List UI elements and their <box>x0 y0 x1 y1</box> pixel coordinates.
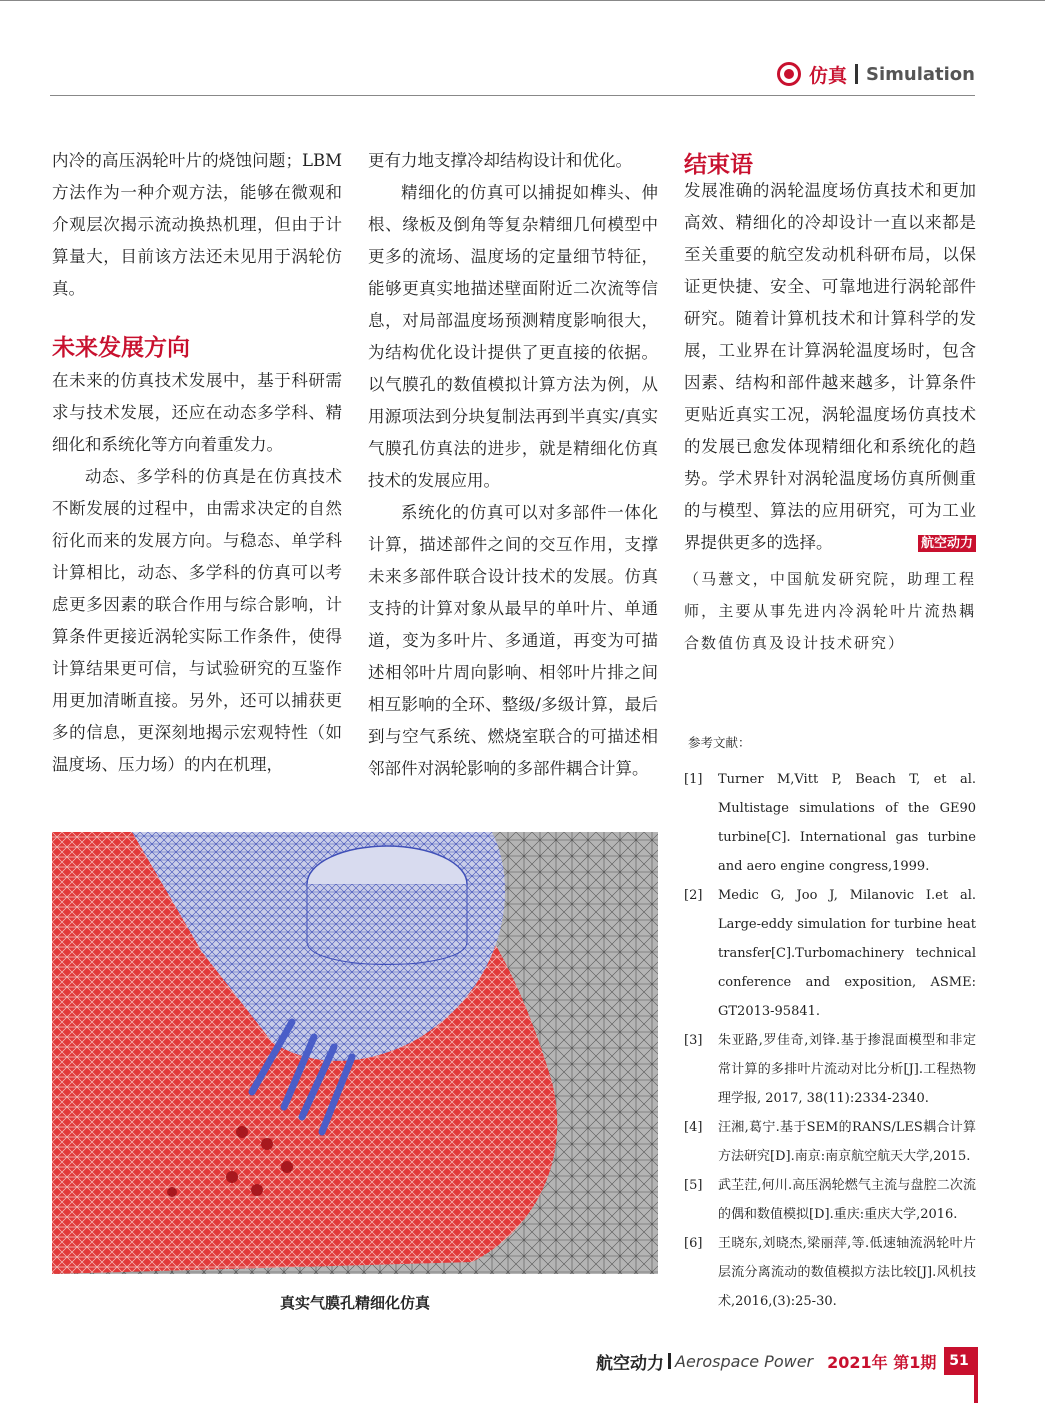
reference-number: [5] <box>684 1178 703 1193</box>
paragraph: 系统化的仿真可以对多部件一体化计算，描述部件之间的交互作用，支撑未来多部件联合设计技术的发展。仿真支持的计算对象从最早的单叶片、单通道，变为多叶片、多通道，再变为可描述相邻叶片周向影响、相邻叶片排之间相互影响的全环、整级/多级计算，最后到与空气系统、燃烧室联合的可描述相邻部件对涡轮影响的多部件耦合计算。 <box>368 503 658 778</box>
reference-item <box>684 881 976 1026</box>
paragraph <box>684 175 976 559</box>
reference-item <box>684 1171 976 1229</box>
end-mark-badge: 航空动力 <box>918 535 976 552</box>
reference-text: Turner M,Vitt P, Beach T, et al. Multistage simulations of the GE90 turbine[C]. International gas turbine and aero engine congress,1999. <box>718 772 976 874</box>
reference-number: [1] <box>684 772 703 787</box>
section-label-en: Simulation <box>866 63 975 85</box>
reference-number: [2] <box>684 888 703 903</box>
mesh-illustration <box>52 832 658 1274</box>
reference-number: [4] <box>684 1120 703 1135</box>
header-rule <box>50 95 975 96</box>
section-title-future: 未来发展方向 <box>52 335 190 361</box>
column-3 <box>684 175 976 559</box>
reference-item <box>684 1026 976 1113</box>
column-1 <box>52 145 342 781</box>
reference-number: [6] <box>684 1236 703 1251</box>
page-footer <box>596 1348 936 1374</box>
page-number: 51 <box>944 1347 974 1375</box>
conclusion-text: 发展准确的涡轮温度场仿真技术和更加高效、精细化的冷却设计一直以来都是至关重要的航空发动机科研布局，以保证更快捷、安全、可靠地进行涡轮部件研究。随着计算机技术和计算科学的发展，工业界在计算涡轮温度场时，包含因素、结构和部件越来越多，计算条件更贴近真实工况，涡轮温度场仿真技术的发展已愈发体现精细化和系统化的趋势。学术界针对涡轮温度场仿真所侧重的与模型、算法的应用研究，可为工业界提供更多的选择。 <box>684 181 976 552</box>
column-2 <box>368 145 658 785</box>
section-label-cn: 仿真 <box>809 64 848 87</box>
paragraph: 动态、多学科的仿真是在仿真技术不断发展的过程中，由需求决定的自然衍化而来的发展方向。与稳态、单学科计算相比，动态、多学科的仿真可以考虑更多因素的联合作用与综合影响，计算条件更接近涡轮实际工作条件，使得计算结果更可信，与试验研究的互鉴作用更加清晰直接。另外，还可以捕获更多的信息，更深刻地揭示宏观特性（如温度场、压力场）的内在机理， <box>52 467 342 774</box>
author-bio: （马薏文，中国航发研究院，助理工程师，主要从事先进内冷涡轮叶片流热耦合数值仿真及设计技术研究） <box>684 570 976 652</box>
paragraph: 更有力地支撑冷却结构设计和优化。 <box>368 151 632 170</box>
reference-item <box>684 1113 976 1171</box>
issue-label: 2021年 第1期 <box>827 1352 937 1372</box>
cylinder-body <box>307 884 467 965</box>
magazine-name-cn: 航空动力 <box>596 1353 664 1374</box>
reference-item <box>684 1229 976 1316</box>
figure-caption: 真实气膜孔精细化仿真 <box>279 1294 430 1312</box>
paragraph: 精细化的仿真可以捕捉如榫头、伸根、缘板及倒角等复杂精细几何模型中更多的流场、温度场的定量细节特征，能够更真实地描述壁面附近二次流等信息，对局部温度场预测精度影响很大，为结构优化设计提供了更直接的依据。以气膜孔的数值模拟计算方法为例，从用源项法到分块复制法再到半真实/真实气膜孔仿真法的进步，就是精细化仿真技术的发展应用。 <box>368 183 658 490</box>
references <box>684 733 976 1316</box>
journal-emblem-icon <box>777 62 801 86</box>
reference-text: 武芏茳,何川.高压涡轮燃气主流与盘腔二次流的偶和数值模拟[D].重庆:重庆大学,2016. <box>718 1178 976 1222</box>
paragraph: 在未来的仿真技术发展中，基于科研需求与技术发展，还应在动态多学科、精细化和系统化等方向着重发力。 <box>52 371 342 454</box>
reference-item <box>684 765 976 881</box>
references-title: 参考文献： <box>688 735 751 750</box>
mesh-figure <box>52 832 658 1274</box>
section-title-conclusion: 结束语 <box>684 152 753 178</box>
reference-text: 汪湘,葛宁.基于SEM的RANS/LES耦合计算方法研究[D].南京:南京航空航天大学,2015. <box>718 1120 976 1164</box>
paragraph: 内冷的高压涡轮叶片的烧蚀问题；LBM方法作为一种介观方法，能够在微观和介观层次揭示流动换热机理，但由于计算量大，目前该方法还未见用于涡轮仿真。 <box>52 151 342 298</box>
page-edge-strip <box>974 1347 978 1403</box>
magazine-name-en: Aerospace Power <box>675 1351 814 1371</box>
reference-text: 王晓东,刘晓杰,梁丽萍,等.低速轴流涡轮叶片层流分离流动的数值模拟方法比较[J].风机技术,2016,(3):25-30. <box>718 1236 976 1309</box>
top-border <box>0 0 1045 1</box>
header-separator <box>855 64 858 84</box>
reference-text: 朱亚路,罗佳奇,刘锋.基于掺混面模型和非定常计算的多排叶片流动对比分析[J].工程热物理学报, 2017, 38(11):2334-2340. <box>718 1033 976 1106</box>
section-header <box>777 60 975 88</box>
reference-number: [3] <box>684 1033 703 1048</box>
reference-text: Medic G, Joo J, Milanovic I.et al. Large-eddy simulation for turbine heat transfer[C].Turbomachinery technical conference and exposition, ASME: GT2013-95841. <box>718 888 976 1019</box>
footer-separator <box>668 1353 671 1369</box>
